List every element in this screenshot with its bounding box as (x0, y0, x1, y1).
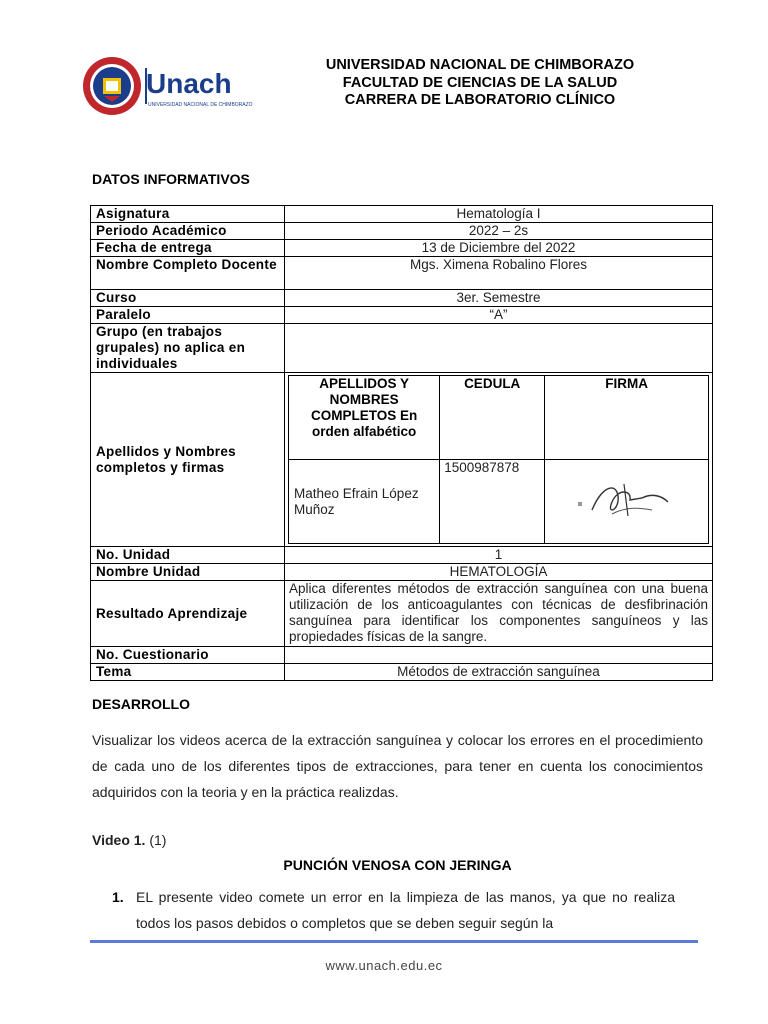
table-row (289, 376, 709, 460)
apellidos-label: Apellidos y Nombres completos y firmas (91, 373, 285, 547)
students-firma-header: FIRMA (545, 376, 709, 460)
table-row (91, 324, 713, 373)
tema-label: Tema (91, 664, 285, 681)
students-table (288, 375, 709, 544)
table-row (91, 206, 713, 223)
video-label: Video 1. (92, 832, 146, 848)
periodo-label: Periodo Académico (91, 223, 285, 240)
paralelo-value: “A” (285, 307, 713, 324)
table-row (91, 240, 713, 257)
curso-label: Curso (91, 290, 285, 307)
grupo-label: Grupo (en trabajos grupales) no aplica en individuales (91, 324, 285, 373)
video-reference: (1) (149, 832, 167, 848)
video-line (92, 827, 703, 853)
students-name-header: APELLIDOS Y NOMBRES COMPLETOS En orden alfabético (289, 376, 440, 460)
nombre-unidad-value: HEMATOLOGÍA (285, 564, 713, 581)
grupo-value (285, 324, 713, 373)
unidad-label: No. Unidad (91, 547, 285, 564)
document-header (0, 0, 768, 130)
career-name: CARRERA DE LABORATORIO CLÍNICO (344, 92, 616, 108)
nombre-unidad-label: Nombre Unidad (91, 564, 285, 581)
university-seal-icon (82, 56, 142, 116)
datos-informativos-title: DATOS INFORMATIVOS (92, 171, 250, 187)
list-item-text: EL presente video comete un error en la limpieza de las manos, ya que no realiza todos los pasos debidos o completos que se deben seguir según la (136, 889, 675, 931)
signature-icon (572, 476, 682, 524)
unidad-value: 1 (285, 547, 713, 564)
table-row (91, 547, 713, 564)
video-title: PUNCIÓN VENOSA CON JERINGA (283, 857, 512, 873)
cuestionario-label: No. Cuestionario (91, 647, 285, 664)
paralelo-label: Paralelo (91, 307, 285, 324)
curso-value: 3er. Semestre (285, 290, 713, 307)
brand-subtitle: UNIVERSIDAD NACIONAL DE CHIMBORAZO (148, 102, 253, 108)
desarrollo-title: DESARROLLO (92, 696, 190, 712)
table-row (91, 373, 713, 547)
table-row (289, 460, 709, 544)
table-row (91, 257, 713, 290)
resultado-value: Aplica diferentes métodos de extracción sanguínea con una buena utilización de los anticoagulantes con técnicas de desfibrinación sanguínea para identificar los componentes sanguíneos y las propiedades físicas de la sangre. (285, 581, 713, 647)
info-table (90, 205, 713, 681)
docente-value: Mgs. Ximena Robalino Flores (285, 257, 713, 290)
resultado-label: Resultado Aprendizaje (91, 581, 285, 647)
periodo-value: 2022 – 2s (285, 223, 713, 240)
asignatura-value: Hematología I (285, 206, 713, 223)
institution-heading (300, 57, 660, 110)
table-row (91, 223, 713, 240)
brand-name: Unach (146, 68, 232, 99)
fecha-value: 13 de Diciembre del 2022 (285, 240, 713, 257)
list-item-number: 1. (112, 889, 124, 905)
cuestionario-value (285, 647, 713, 664)
table-row (91, 564, 713, 581)
tema-value: Métodos de extracción sanguínea (285, 664, 713, 681)
unach-logo (82, 56, 253, 116)
footer-url: www.unach.edu.ec (325, 958, 443, 973)
table-row (91, 581, 713, 647)
student-signature-cell (545, 460, 709, 544)
faculty-name: FACULTAD DE CIENCIAS DE LA SALUD (342, 74, 618, 91)
table-row (91, 307, 713, 324)
university-name: UNIVERSIDAD NACIONAL DE CHIMBORAZO (325, 57, 635, 73)
table-row (91, 290, 713, 307)
fecha-label: Fecha de entrega (91, 240, 285, 257)
table-row (91, 664, 713, 681)
table-row (91, 647, 713, 664)
docente-label: Nombre Completo Docente (91, 257, 285, 290)
students-cell (285, 373, 713, 547)
students-cedula-header: CEDULA (440, 376, 545, 460)
student-name: Matheo Efrain López Muñoz (289, 460, 440, 544)
desarrollo-paragraph: Visualizar los videos acerca de la extracción sanguínea y colocar los errores en el procedimiento de cada uno de los diferentes tipos de extracciones, para tener en cuenta los conocimientos adquiridos con la teoria y en la práctica realizdas. (92, 732, 703, 800)
asignatura-label: Asignatura (91, 206, 285, 223)
student-cedula: 1500987878 (440, 460, 545, 544)
footer-divider (90, 940, 698, 943)
